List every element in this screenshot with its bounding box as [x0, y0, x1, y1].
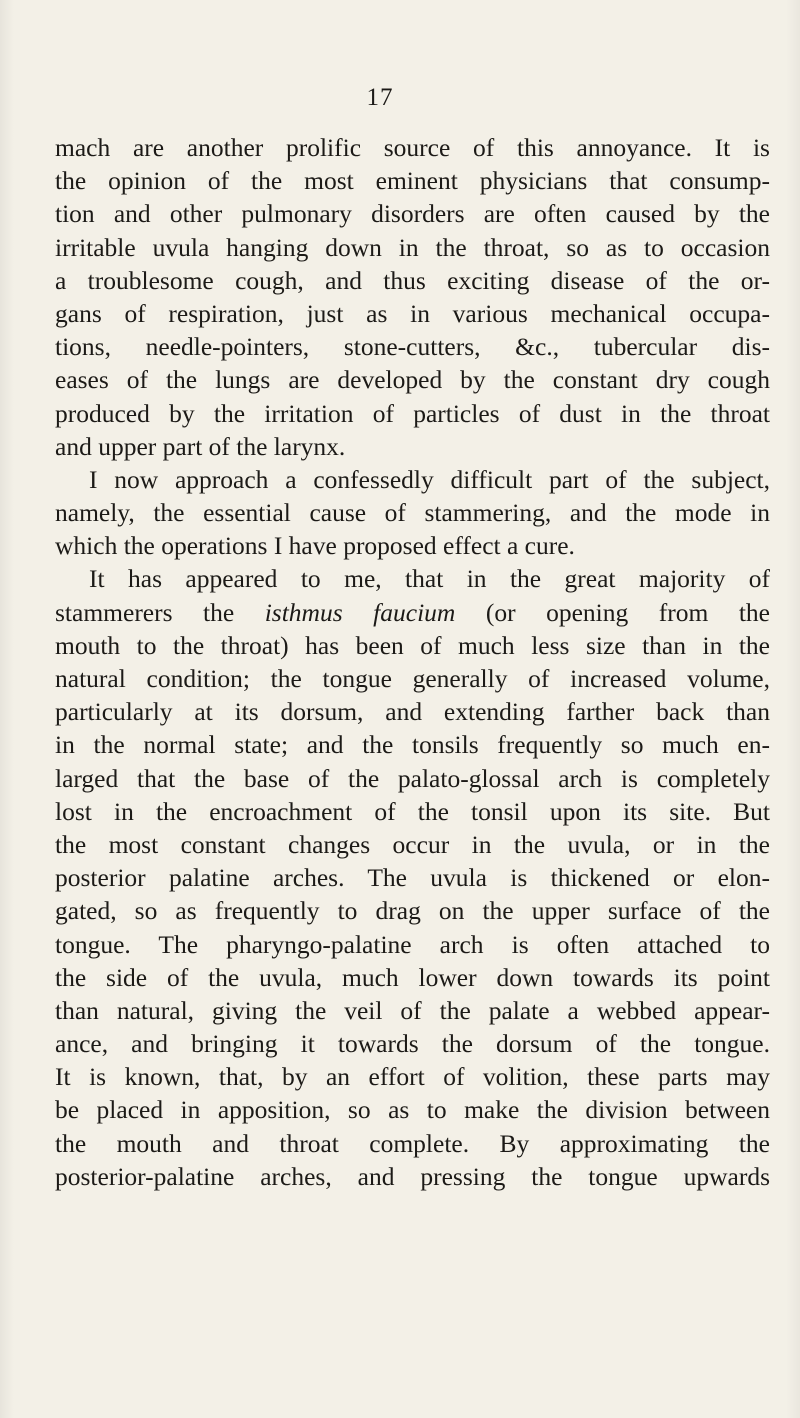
- text-line: a troublesome cough, and thus exciting disease of the or-: [55, 265, 770, 295]
- page-number: 17: [366, 84, 394, 111]
- text-line: tongue. The pharyngo-palatine arch is often attached to: [55, 929, 770, 959]
- text-line: tions, needle-pointers, stone-cutters, &c., tubercular dis-: [55, 332, 770, 362]
- text-line: in the normal state; and the tonsils frequently so much en-: [55, 730, 770, 760]
- text-line: gans of respiration, just as in various mechanical occupa-: [55, 298, 770, 328]
- text-line: It has appeared to me, that in the great majority of: [89, 564, 770, 594]
- text-line: I now approach a confessedly difficult part of the subject,: [89, 464, 770, 494]
- text-line: the opinion of the most eminent physicians that consump-: [55, 166, 770, 196]
- text-line: mouth to the throat) has been of much less size than in the: [55, 630, 770, 660]
- text-line: the mouth and throat complete. By approximating the: [55, 1128, 770, 1158]
- text-line: larged that the base of the palato-glossal arch is completely: [55, 763, 770, 793]
- text-line: posterior palatine arches. The uvula is thickened or elon-: [55, 863, 770, 893]
- text-line: eases of the lungs are developed by the constant dry cough: [55, 365, 770, 395]
- text-line: than natural, giving the veil of the palate a webbed appear-: [55, 995, 770, 1025]
- text-line: produced by the irritation of particles of dust in the throat: [55, 398, 770, 428]
- text-line: irritable uvula hanging down in the throat, so as to occasion: [55, 232, 770, 262]
- text-line: gated, so as frequently to drag on the upper surface of the: [55, 896, 770, 926]
- text-line: ance, and bringing it towards the dorsum of the tongue.: [55, 1029, 770, 1059]
- text-line: mach are another prolific source of this annoyance. It is: [55, 133, 770, 162]
- body-text: [55, 131, 770, 1193]
- text-line: the side of the uvula, much lower down towards its point: [55, 962, 770, 992]
- text-line: namely, the essential cause of stammering, and the mode in: [55, 498, 770, 528]
- text-line: and upper part of the larynx.: [55, 431, 346, 461]
- text-segment: (or opening from the: [455, 597, 770, 627]
- italic-term: isthmus faucium: [264, 597, 456, 627]
- text-line: natural condition; the tongue generally of increased volume,: [55, 664, 770, 693]
- text-line: posterior-palatine arches, and pressing the tongue upwards: [55, 1161, 770, 1191]
- text-line: be placed in apposition, so as to make the division between: [55, 1095, 770, 1125]
- text-segment: stammerers the: [55, 597, 265, 627]
- text-line: particularly at its dorsum, and extending farther back than: [55, 697, 770, 727]
- text-line: tion and other pulmonary disorders are often caused by the: [55, 199, 770, 229]
- text-line: It is known, that, by an effort of volition, these parts may: [55, 1062, 770, 1092]
- text-line-with-italic: [55, 596, 770, 629]
- text-line: the most constant changes occur in the uvula, or in the: [55, 829, 770, 859]
- text-line: lost in the encroachment of the tonsil upon its site. But: [55, 796, 770, 826]
- text-line: which the operations I have proposed effect a cure.: [55, 531, 575, 561]
